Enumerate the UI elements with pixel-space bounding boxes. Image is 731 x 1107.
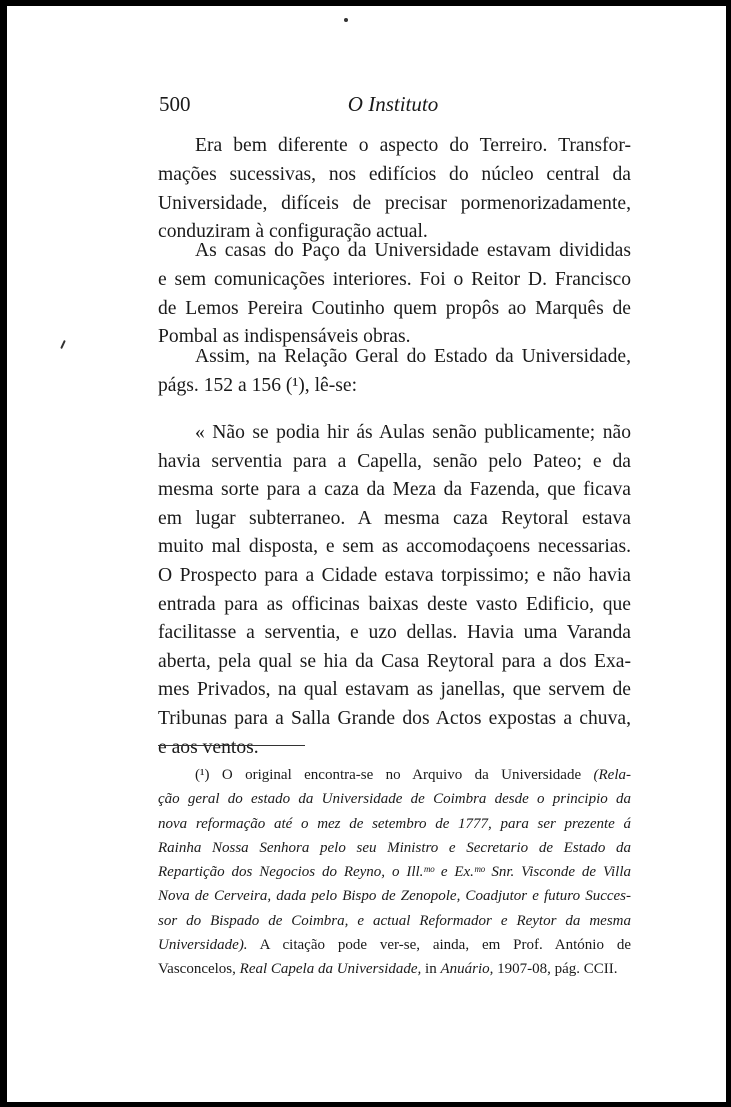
quote-line: havia serventia para a Capella, senão pelo Pateo; e da <box>158 450 631 472</box>
quote-line: aberta, pela qual se hia da Casa Reytoral para a dos Exa- <box>158 650 631 672</box>
text-line: As casas do Paço da Universidade estavam divididas <box>195 240 631 261</box>
print-speck <box>344 18 348 22</box>
page-header <box>155 92 631 118</box>
footnote <box>158 763 631 982</box>
text-line: mações sucessivas, nos edifícios do núcleo central da <box>158 163 631 185</box>
footnote-italic: sor do Bispado de Coimbra, e actual Reformador e Reytor da mesma <box>158 912 631 929</box>
page-number: 500 <box>159 92 191 116</box>
quote-line: muito mal disposta, e sem as accomodaçoens necessarias. <box>158 536 631 558</box>
footnote-italic: nova reformação até o mez de setembro de 1777, para ser prezente á <box>158 815 631 832</box>
footnote-line <box>158 957 631 981</box>
footnote-italic: Universidade). <box>158 937 248 954</box>
text-line: e sem comunicações interiores. Foi o Reitor D. Francisco <box>158 268 631 290</box>
text-line: conduziram à configuração actual. <box>158 221 428 243</box>
footnote-italic: ção geral do estado da Universidade de Coimbra desde o principio da <box>158 791 631 808</box>
quote-line: entrada para as officinas baixas deste vasto Edificio, que <box>158 593 631 615</box>
paragraph-terreiro <box>158 132 631 247</box>
footnote-text: Vasconcelos, <box>158 961 236 978</box>
footnote-line <box>158 836 631 860</box>
footnote-italic: Rainha Nossa Senhora pelo seu Ministro e Secretario de Estado da <box>158 839 631 856</box>
footnote-line <box>158 787 631 811</box>
footnote-text: (¹) O original encontra-se no Arquivo da Universidade <box>195 767 582 783</box>
footnote-line <box>158 812 631 836</box>
footnote-line <box>158 884 631 908</box>
text-line: Era bem diferente o aspecto do Terreiro. Transfor- <box>195 135 631 156</box>
paragraph-paco <box>158 237 631 352</box>
quote-line: mes Privados, na qual estavam as janellas, que servem de <box>158 679 631 701</box>
quote-line: mesma sorte para a caza da Meza da Fazenda, que ficava <box>158 479 631 501</box>
footnote-italic: Real Capela da Universidade, <box>239 961 422 978</box>
footnote-line <box>158 763 631 787</box>
text-line: págs. 152 a 156 (¹), lê-se: <box>158 374 358 396</box>
quote-line: facilitasse a serventia, e uzo dellas. Havia uma Varanda <box>158 622 631 644</box>
quote-line: « Não se podia hir ás Aulas senão publicamente; não <box>195 422 631 443</box>
text-line: Pombal as indispensáveis obras. <box>158 326 411 348</box>
footnote-italic: Anuário, <box>440 961 494 978</box>
footnote-italic: Nova de Cerveira, dada pelo Bispo de Zenopole, Coadjutor e futuro Succes- <box>158 888 631 905</box>
quote-line: O Prospecto para a Cidade estava torpissimo; e não havia <box>158 564 631 586</box>
quote-line: em lugar subterraneo. A mesma caza Reytoral estava <box>158 507 631 529</box>
running-title: O Instituto <box>347 92 439 116</box>
footnote-line <box>158 933 631 957</box>
block-quote <box>158 419 631 762</box>
print-speck <box>60 340 66 349</box>
footnote-rule <box>158 745 305 746</box>
footnote-text: in <box>425 961 437 978</box>
text-line: Universidade, difíceis de precisar pormenorizadamente, <box>158 192 631 214</box>
quote-line: e aos ventos. <box>158 736 259 758</box>
footnote-line <box>158 860 631 884</box>
footnote-italic: (Rela- <box>593 767 631 783</box>
text-line: de Lemos Pereira Coutinho quem propôs ao Marquês de <box>158 297 631 319</box>
paragraph-relacao <box>158 343 631 401</box>
footnote-line <box>158 909 631 933</box>
text-line: Assim, na Relação Geral do Estado da Universidade, <box>195 346 631 367</box>
quote-line: Tribunas para a Salla Grande dos Actos expostas a chuva, <box>158 707 631 729</box>
footnote-text: 1907-08, pág. CCII. <box>497 961 618 978</box>
footnote-italic: Repartição dos Negocios do Reyno, o Ill.ᵐᵒ e Ex.ᵐᵒ Snr. Visconde de Villa <box>158 864 631 881</box>
footnote-text: A citação pode ver-se, ainda, em Prof. António de <box>259 937 631 954</box>
